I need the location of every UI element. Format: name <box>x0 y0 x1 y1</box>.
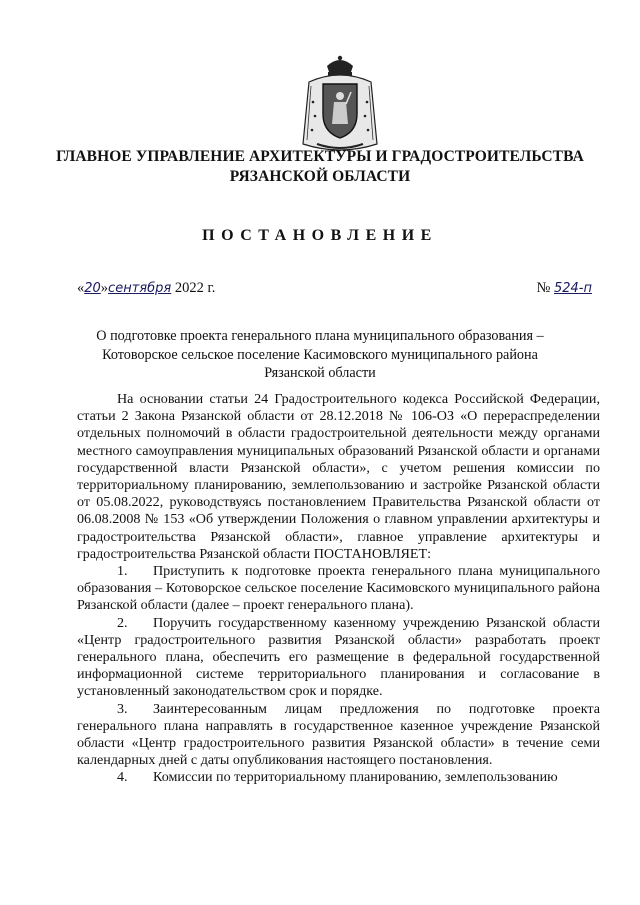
subject-line-3: Рязанской области <box>264 365 376 381</box>
date-open-quote: « <box>77 280 85 296</box>
preamble-paragraph: На основании статьи 24 Градостроительного кодекса Российской Федерации, статьи 2 Закона Рязанской области от 28.12.2018 № 106-ОЗ «О перераспределении отдельных полномочий в области градостроительной деятельности между органами местного самоуправления муниципальных образований Рязанской области и органами государственной власти Рязанской области», с учетом решения комиссии по территориальному планированию, землепользованию и застройке Рязанской области от 05.08.2022, руководствуясь постановлением Правительства Рязанской области от 06.08.2008 № 153 «Об утверждении Положения о главном управлении архитектуры и градостроительства Рязанской области», главное управление архитектуры и градостроительства Рязанской области ПОСТАНОВЛЯЕТ: <box>77 391 600 562</box>
document-subject <box>60 327 580 383</box>
document-number <box>537 280 592 297</box>
date-month-handwritten: сентября <box>108 281 172 296</box>
number-sign: № <box>536 280 551 296</box>
subject-line-2: Котоворское сельское поселение Касимовского муниципального района <box>102 346 538 363</box>
list-item <box>77 615 600 701</box>
issuer-header <box>40 147 600 187</box>
item-number: 2. <box>117 614 128 631</box>
item-text: Заинтересованным лицам предложения по подготовке проекта генерального плана направлять в государственное казенное учреждение Рязанской области «Центр градостроительного развития Рязанской области» в течение семи календарных дней с даты опубликования настоящего постановления. <box>77 700 600 769</box>
date-mid-quote: » <box>100 280 109 296</box>
subject-line-1: О подготовке проекта генерального плана муниципального образования – <box>96 328 544 344</box>
list-item <box>77 563 600 615</box>
date-day-handwritten: 20 <box>84 281 101 296</box>
date-year: 2022 г. <box>174 280 216 296</box>
list-item <box>77 701 600 770</box>
item-number: 4. <box>117 769 128 786</box>
item-text: Приступить к подготовке проекта генерального плана муниципального образования – Котоворское сельское поселение Касимовского муниципального района Рязанской области (далее – проект генерального плана). <box>77 563 600 614</box>
item-text: Поручить государственному казенному учреждению Рязанской области «Центр градостроительного развития Рязанской области» разработать проект генерального плана, обеспечить его размещение в федеральной государственной информационной системе территориального планирования и согласование в установленный законодательством срок и порядке. <box>77 614 600 700</box>
item-number: 3. <box>117 700 128 717</box>
item-text: Комиссии по территориальному планированию, землепользованию <box>153 769 558 786</box>
list-item <box>77 769 600 786</box>
issuer-name-line-1: ГЛАВНОЕ УПРАВЛЕНИЕ АРХИТЕКТУРЫ И ГРАДОСТРОИТЕЛЬСТВА <box>56 148 584 165</box>
document-date <box>77 280 215 297</box>
document-type-title: ПОСТАНОВЛЕНИЕ <box>202 227 438 244</box>
coat-of-arms-emblem <box>299 52 381 156</box>
number-value-handwritten: 524-п <box>553 281 592 296</box>
document-body <box>77 391 600 787</box>
issuer-name-line-2: РЯЗАНСКОЙ ОБЛАСТИ <box>229 168 411 185</box>
item-number: 1. <box>117 563 128 580</box>
